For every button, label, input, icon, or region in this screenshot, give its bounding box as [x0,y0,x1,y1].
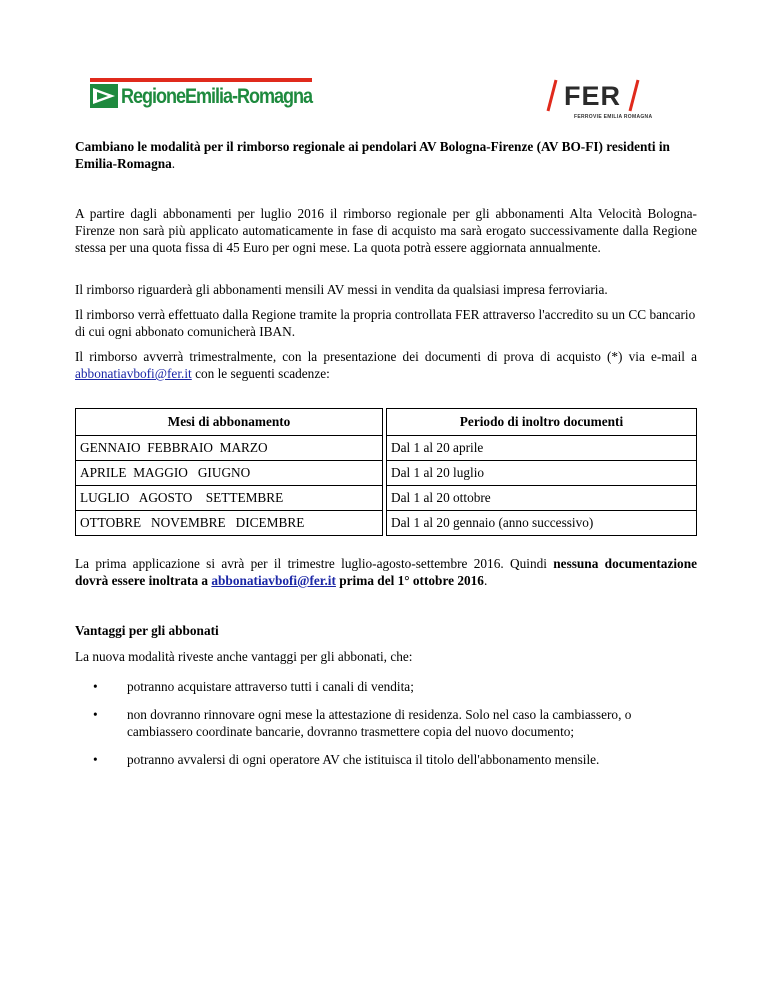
scadenze-text-end: con le seguenti scadenze: [191,366,330,381]
paragraph-rimborso-intro: A partire dagli abbonamenti per luglio 2016 il rimborso regionale per gli abbonamenti Alta Velocità Bologna-Firenze non sarà più applicato automaticamente in fase di acquisto ma sarà erogato successivamente dalla Regione stessa per una quota fissa di 45 Euro per ogni mese. La quota potrà essere aggiornata annualmente. [75,206,697,255]
prima-applicazione-text: La prima applicazione si avrà per il trimestre luglio-agosto-settembre 2016. Quindi [75,556,554,571]
table-row [76,486,697,511]
list-item-text: potranno acquistare attraverso tutti i canali di vendita; [127,679,414,694]
table-row [76,436,697,461]
regione-emilia-romagna-logo [90,78,312,112]
fer-logo-subtitle: FERROVIE EMILIA ROMAGNA [574,114,653,120]
bullet: • [93,679,98,694]
cell-periodo: Dal 1 al 20 aprile [387,436,697,461]
fer-logo [542,78,653,122]
logo-red-bar [90,78,312,82]
advantages-intro: La nuova modalità riveste anche vantaggi per gli abbonati, che: [75,649,413,664]
list-item [75,706,697,740]
cell-periodo: Dal 1 al 20 gennaio (anno successivo) [387,511,697,536]
heading-end: . [171,156,176,171]
paragraph-scadenze [75,348,697,382]
prima-applicazione-date: prima del 1° ottobre 2016 [335,573,484,588]
scadenze-text: Il rimborso avverrà trimestralmente, con la presentazione dei documenti di prova di acquisto (*) via e-mail a [75,349,697,364]
document-heading [75,138,697,172]
table-row [76,461,697,486]
list-item-text: non dovranno rinnovare ogni mese la attestazione di residenza. Solo nel caso la cambiassero, o cambiassero coordinate bancarie, dovranno trasmettere copia del nuovo documento; [127,707,632,739]
cell-mesi: APRILE MAGGIO GIUGNO [76,461,383,486]
cell-mesi: LUGLIO AGOSTO SETTEMBRE [76,486,383,511]
regione-logo-text: RegioneEmilia-Romagna [121,85,313,108]
cell-periodo: Dal 1 al 20 ottobre [387,486,697,511]
fer-logo-text: FER [564,81,621,111]
table-header-row [76,409,697,436]
cell-mesi: OTTOBRE NOVEMBRE DICEMBRE [76,511,383,536]
list-item-text: potranno avvalersi di ogni operatore AV che istituisca il titolo dell'abbonamento mensile. [127,752,600,767]
regione-flag-icon [90,84,118,108]
column-header-mesi: Mesi di abbonamento [76,409,383,436]
paragraph-accredito: Il rimborso verrà effettuato dalla Regione tramite la propria controllata FER attraverso l'accredito su un CC bancario di cui ogni abbonato comunicherà IBAN. [75,307,696,339]
cell-periodo: Dal 1 al 20 luglio [387,461,697,486]
bullet: • [93,707,98,722]
column-header-periodo: Periodo di inoltro documenti [387,409,697,436]
list-item [75,751,697,768]
cell-mesi: GENNAIO FEBBRAIO MARZO [76,436,383,461]
advantages-title: Vantaggi per gli abbonati [75,623,219,638]
heading-text: Cambiano le modalità per il rimborso regionale ai pendolari AV Bologna-Firenze (AV BO-FI) residenti in Emilia-Romagna [75,139,670,171]
paragraph-prima-applicazione [75,555,697,589]
bullet: • [93,752,98,767]
schedule-table [75,408,697,536]
email-link[interactable]: abbonatiavbofi@fer.it [75,366,192,381]
prima-applicazione-bold: nessuna documentazione dovrà essere inoltrata a [75,556,698,588]
email-link-bold[interactable]: abbonatiavbofi@fer.it [211,573,336,588]
list-item [75,678,697,695]
paragraph-abbonamenti-mensili: Il rimborso riguarderà gli abbonamenti mensili AV messi in vendita da qualsiasi impresa ferroviaria. [75,282,608,297]
advantages-list [75,678,697,779]
table-row [76,511,697,536]
prima-applicazione-end: . [483,573,488,588]
